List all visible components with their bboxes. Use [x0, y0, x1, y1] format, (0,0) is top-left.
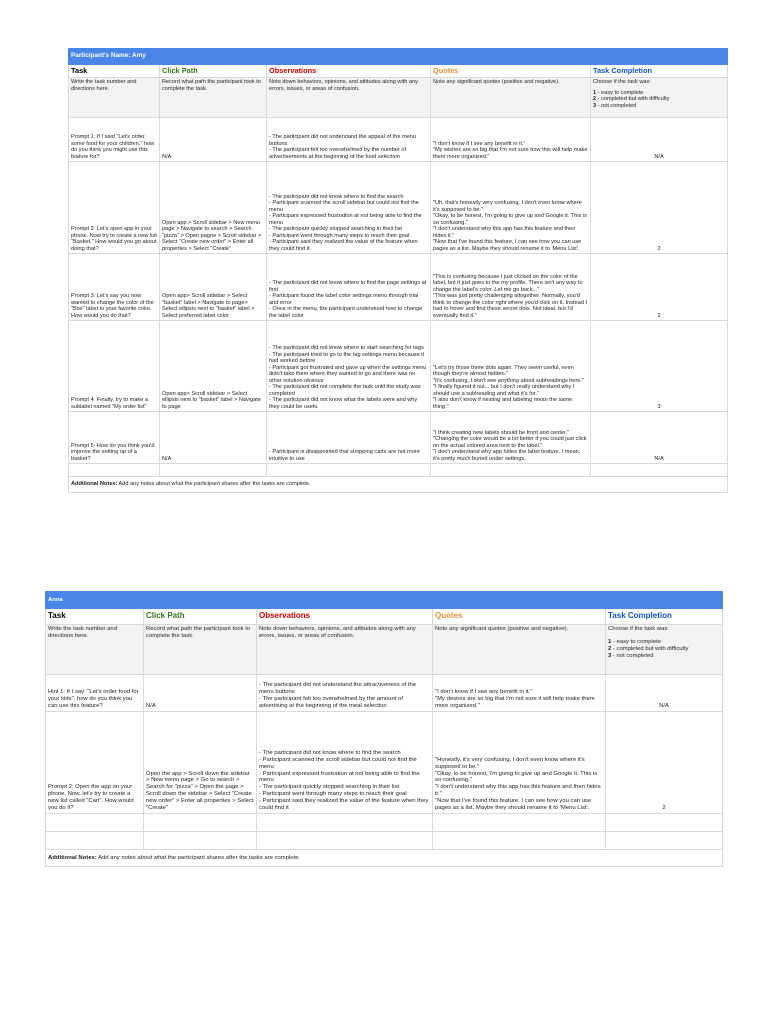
instruction-completion [606, 625, 723, 675]
empty-cell [606, 832, 723, 850]
additional-notes-label: Additional Notes: [71, 481, 118, 488]
completion-scale-1: 1 - easy to complete [593, 89, 644, 96]
click-path-cell: Open app> Scroll sidebar > Select ellipsis next to "basket" label > Navigate to page [160, 321, 267, 412]
completion-intro: Choose if the task was: [608, 626, 669, 632]
empty-cell [606, 814, 723, 832]
task-cell: Prompt 2: Let's open app in your phone. Now try to create a new list "Basket." How would you go about doing that? [69, 162, 160, 254]
quotes-cell: "Honestly, it's very confusing, I don't even know where it's supposed to be." "Okay, to be honest, I'm going to give up and Google it. This is so confusing." "I don't understand why this app has this feature and then hides it." "Now that I've found this feature, I can see how you can use pages as a list. Maybe they should rename it to 'Menu List'. [433, 712, 606, 814]
completion-intro: Choose if the task was: [593, 79, 651, 85]
usability-sheet-amy [68, 48, 728, 493]
task-cell: Prompt 2: Open the app on your phone. Now, let's try to create a new list called "Cart". How would you do it? [46, 712, 144, 814]
click-path-cell: N/A [160, 118, 267, 162]
additional-notes-text: Add any notes about what the participant shares after the tasks are complete. [96, 854, 301, 861]
table-row [46, 832, 723, 850]
observations-cell: - The participant did not know where to find the search - Participant scanned the scroll sidebar but could not find the menu - Participant expressed frustration at not being able to find the menu - The participant quickly stopped searching in their list - Participant went through many steps to reach their goal - Participant said they realized the value of the feature when they could find it [267, 162, 431, 254]
header-click-path: Click Path [144, 609, 257, 625]
quotes-cell: "Let's try those three dots again. They seem useful, even though they're almost hidden." "It's confusing, I don't see anything about subheadings here." "I finally figured it out... but I don't really understand why I should use a subheading and what it's for." "I also don't know if nesting and labeling mean the same thing." [431, 321, 591, 412]
header-observations: Observations [257, 609, 433, 625]
additional-notes [46, 850, 723, 867]
empty-cell [46, 814, 144, 832]
table-row [69, 118, 728, 162]
task-cell: Prompt 4: Finally, try to make a sublabel named "My order list" [69, 321, 160, 412]
quotes-cell: "Uh, that's honestly very confusing, I don't even know where it's supposed to be." "Okay, to be honest, I'm going to give up and Google it. This is so confusing." "I don't understand why this app has this feature and then hides it." "Now that I've found this feature, I can see how you can use pages as a list. Maybe they should rename it to 'Menu List'. [431, 162, 591, 254]
completion-cell: 2 [591, 254, 728, 321]
instruction-quotes: Note any significant quotes (positive and negative). [431, 78, 591, 118]
instruction-observations: Note down behaviors, opinions, and attitudes along with any errors, issues, or areas of confusion. [257, 625, 433, 675]
empty-cell [144, 832, 257, 850]
observations-cell: - The participant did not know where to find the search - Participant scanned the scroll sidebar but could not find the menu - Participant expressed frustration at not being able to find the menu - The participant quickly stopped searching in their list - Participant went through many steps to reach their goal - Participant said they realized the value of the feature when they could find it [257, 712, 433, 814]
table-row [69, 464, 728, 477]
completion-cell: N/A [591, 412, 728, 464]
observations-cell: - The participant did not understand the attractiveness of the menu buttons - The participant felt too overwhelmed by the amount of advertising at the beginning of the meal selection [257, 675, 433, 712]
additional-notes-label: Additional Notes: [48, 854, 97, 861]
header-task-completion: Task Completion [606, 609, 723, 625]
header-task: Task [69, 65, 160, 78]
table-row [69, 254, 728, 321]
completion-cell: N/A [606, 675, 723, 712]
empty-cell [160, 464, 267, 477]
instruction-quotes: Note any significant quotes (positive and negative). [433, 625, 606, 675]
completion-scale-2: 2 - completed but with difficulty [593, 96, 670, 102]
completion-scale-3: 3 - not completed [593, 102, 637, 109]
task-cell: Hint 1: If I say: "Let's order food for your kids", how do you think you can use this feature? [46, 675, 144, 712]
completion-scale-2: 2 - completed but with difficulty [608, 645, 689, 652]
task-cell: Prompt 5: How do you think you'd improve the setting up of a basket? [69, 412, 160, 464]
header-quotes: Quotes [431, 65, 591, 78]
observations-cell: - The participant did not know where to start searching for tags - The participant tried to go to the tag settings menu because it had worked before - Participant got frustrated and gave up when the settings menu didn't take them where they wanted to go and there was no other solution obvious - The participant did not complete the task until the study was completed - The participant did not know what the labels were and why they could be usefu [267, 321, 431, 412]
table-row [69, 321, 728, 412]
click-path-cell: Open the app > Scroll down the sidebar > New menu page > Go to search > Search for "pizza" > Open the page > Scroll down the sidebar > Select "Create new order" > Enter all properties > Select "Create" [144, 712, 257, 814]
click-path-cell: Open app> Scroll sidebar > Select "basket" label > Navigate to page> Select ellipsis next to "basket" label > Select preferred label color [160, 254, 267, 321]
table-row [69, 162, 728, 254]
header-click-path: Click Path [160, 65, 267, 78]
header-quotes: Quotes [433, 609, 606, 625]
empty-cell [46, 832, 144, 850]
instruction-completion [591, 78, 728, 118]
observations-cell: - Participant is disappointed that shopping carts are not more intuitive to use [267, 412, 431, 464]
instruction-click-path: Record what path the participant took to complete the task. [144, 625, 257, 675]
observations-cell: - The participant did not know where to find the page settings at first - Participant found the label color settings menu through trial and error - Once in the menu, the participant understood how to change the label color [267, 254, 431, 321]
instruction-task: Write the task number and directions here. [69, 78, 160, 118]
quotes-cell: "I don't know if I see any benefit in it." "My desires are so big that I'm not sure it will help make them more organized." [433, 675, 606, 712]
completion-cell: 2 [606, 712, 723, 814]
quotes-cell: "I don't know if I see any benefit in it." "My wishes are so big that I'm not sure how this will help make them more organized." [431, 118, 591, 162]
click-path-cell: N/A [160, 412, 267, 464]
completion-scale-1: 1 - easy to complete [608, 638, 662, 645]
usability-sheet-anna [45, 591, 723, 867]
completion-cell: 2 [591, 162, 728, 254]
table-row [46, 712, 723, 814]
empty-cell [257, 814, 433, 832]
task-cell: Prompt 3: Let's say you now wanted to change the color of the "Box" label to your favorite color. How would you do that? [69, 254, 160, 321]
participant-name-banner: Anna [46, 592, 723, 609]
empty-cell [144, 814, 257, 832]
completion-cell: 3 [591, 321, 728, 412]
empty-cell [433, 832, 606, 850]
empty-cell [431, 464, 591, 477]
completion-scale-3: 3 - not completed [608, 652, 654, 659]
table-row [46, 675, 723, 712]
participant-name-banner: Participant's Name: Amy [69, 49, 728, 65]
empty-cell [267, 464, 431, 477]
instruction-task: Write the task number and directions here. [46, 625, 144, 675]
click-path-cell: Open app > Scroll sidebar > New menu page > Navigate to search > Search "pizza" > Open pagne > Scroll sidebar > Select "Create new order" > Enter all properties > Select "Create" [160, 162, 267, 254]
instruction-observations: Note down behaviors, opinions, and attitudes along with any errors, issues, or areas of confusion. [267, 78, 431, 118]
empty-cell [257, 832, 433, 850]
observations-cell: - The participant did not understand the appeal of the menu buttons - The participant felt too overwhelmed by the number of advertisements at the beginning of the food selection [267, 118, 431, 162]
click-path-cell: N/A [144, 675, 257, 712]
header-task: Task [46, 609, 144, 625]
header-observations: Observations [267, 65, 431, 78]
header-task-completion: Task Completion [591, 65, 728, 78]
additional-notes-text: Add any notes about what the participant shares after the tasks are complete. [117, 481, 311, 488]
completion-cell: N/A [591, 118, 728, 162]
empty-cell [69, 464, 160, 477]
instruction-click-path: Record what path the participant took to complete the task. [160, 78, 267, 118]
empty-cell [591, 464, 728, 477]
table-row [69, 412, 728, 464]
quotes-cell: "This is confusing because I just clicked on the color of the label, but it just goes to the my profile. There isn't any way to change the label's color. Let me go back..." "This was just pretty challenging altogether. Normally, you'd think to change the color right where you'd click on it. Instead I had to hover and find these secret dots. Not ideal, but I'd eventually find it." [431, 254, 591, 321]
quotes-cell: "I think creating new labels should be front and center." "Changing the color would be a lot better if you could just click on the actual colored area next to the label." "I don't understand why app hides the label feature. I mean, it's pretty much buried under settings. [431, 412, 591, 464]
additional-notes [69, 477, 728, 493]
table-row [46, 814, 723, 832]
task-cell: Prompt 1: If I said "Let's order some food for your children," how do you think you might use this feature for? [69, 118, 160, 162]
empty-cell [433, 814, 606, 832]
